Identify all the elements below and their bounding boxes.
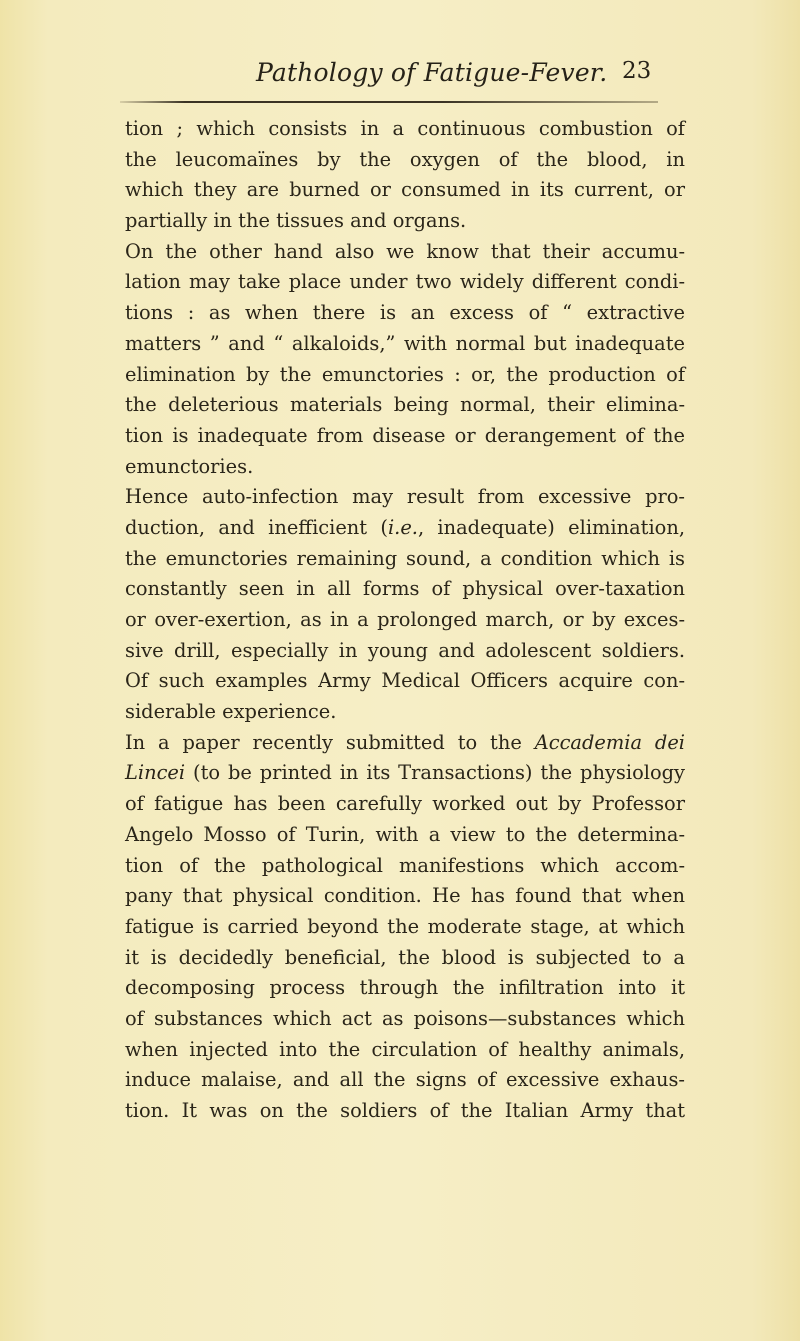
text-line: pany that physical condition. He has found that when <box>125 884 685 908</box>
text-line: partially in the tissues and organs. <box>125 209 467 233</box>
italic-abbreviation: i.e. <box>387 515 418 539</box>
text-line: of substances which act as poisons—substances which <box>125 1006 685 1030</box>
text-line: matters ” and “ alkaloids,” with normal but inadequate <box>125 331 685 355</box>
italic-title: Lincei <box>125 761 186 785</box>
text-line: tion is inadequate from disease or derangement of the <box>125 423 685 447</box>
text-line: lation may take place under two widely different condi- <box>125 270 685 294</box>
text-line: siderable experience. <box>125 700 337 724</box>
text-line-mixed <box>125 758 685 789</box>
text-line: the leucomaïnes by the oxygen of the blood, in <box>125 147 685 171</box>
text-line: which they are burned or consumed in its current, or <box>125 178 685 202</box>
text-line: tions : as when there is an excess of “ extractive <box>125 301 685 325</box>
text-line: sive drill, especially in young and adolescent soldiers. <box>125 638 685 662</box>
text-fragment: , inadequate) elimination, <box>417 515 685 539</box>
text-line: or over-exertion, as in a prolonged march, or by exces- <box>125 608 685 631</box>
text-line: induce malaise, and all the signs of excessive exhaus- <box>125 1068 685 1092</box>
text-line: constantly seen in all forms of physical over-taxation <box>125 577 685 601</box>
text-line: of fatigue has been carefully worked out by Professor <box>125 792 685 816</box>
text-line: tion ; which consists in a continuous combustion of <box>125 117 685 140</box>
text-line: emunctories. <box>125 454 254 478</box>
text-line: the emunctories remaining sound, a condition which is <box>125 546 685 570</box>
text-line: Hence auto-infection may result from excessive pro- <box>125 485 685 509</box>
header-rule <box>120 101 658 103</box>
text-line-mixed <box>125 728 685 759</box>
text-line: elimination by the emunctories : or, the production of <box>125 362 685 386</box>
text-line: tion. It was on the soldiers of the Italian Army that <box>125 1099 685 1122</box>
body-text <box>125 114 685 1127</box>
page-number: 23 <box>622 58 652 84</box>
text-fragment: In a paper recently submitted to the <box>125 730 535 754</box>
text-line: Angelo Mosso of Turin, with a view to the determina- <box>125 822 685 846</box>
text-line: fatigue is carried beyond the moderate stage, at which <box>125 914 685 938</box>
text-line-mixed <box>125 513 685 544</box>
text-line: the deleterious materials being normal, their elimina- <box>125 393 685 417</box>
text-fragment: duction, and inefficient ( <box>125 515 388 539</box>
page-header <box>256 58 656 98</box>
italic-title: Accademia dei <box>534 730 685 754</box>
text-line: On the other hand also we know that their accumu- <box>125 239 685 263</box>
text-line: when injected into the circulation of healthy animals, <box>125 1037 685 1061</box>
text-line: tion of the pathological manifestions which accom- <box>125 853 685 877</box>
text-line: Of such examples Army Medical Officers acquire con- <box>125 669 685 693</box>
running-title: Pathology of Fatigue-Fever. <box>256 58 608 87</box>
text-line: decomposing process through the infiltration into it <box>125 976 685 1000</box>
text-fragment: (to be printed in its Transactions) the physiology <box>185 761 685 785</box>
text-line: it is decidedly beneficial, the blood is subjected to a <box>125 945 685 969</box>
